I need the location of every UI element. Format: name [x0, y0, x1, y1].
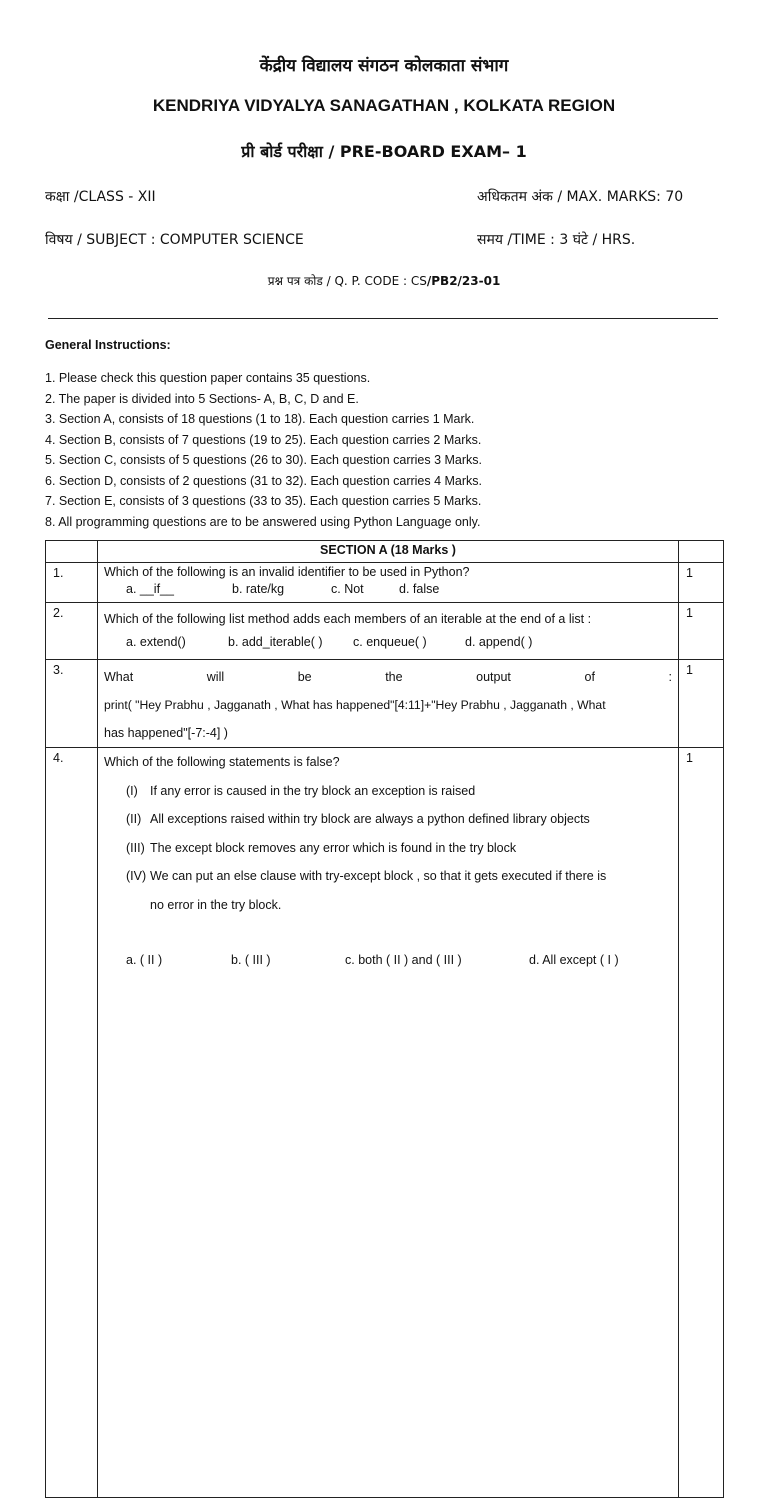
time-label: समय /TIME : 3 घंटे / HRS. [477, 232, 636, 248]
section-a-table [45, 540, 724, 1498]
statement-continuation: no error in the try block. [150, 897, 282, 912]
instruction-item: 8. All programming questions are to be answered using Python Language only. [45, 514, 481, 529]
school-title: KENDRIYA VIDYALYA SANAGATHAN , KOLKATA REGION [152, 96, 616, 115]
qp-code [0, 272, 768, 289]
class-label: कक्षा /CLASS - XII [45, 189, 156, 205]
question-text: Which of the following statements is false? [104, 755, 340, 769]
option-c: c. both ( II ) and ( III ) [345, 953, 462, 967]
question-number: 3. [46, 660, 98, 748]
instruction-item: 1. Please check this question paper contains 35 questions. [45, 371, 371, 385]
instruction-item: 3. Section A, consists of 18 questions (1 to 18). Each question carries 1 Mark. [45, 412, 475, 426]
question-row-4 [46, 748, 724, 1498]
question-number: 2. [46, 603, 98, 660]
hindi-title: केंद्रीय विद्यालय संगठन कोलकाता संभाग [259, 56, 509, 76]
question-marks: 1 [679, 660, 724, 748]
option-a: a. __if__ [126, 582, 174, 596]
question-options [104, 582, 672, 596]
question-options [104, 635, 672, 649]
question-marks: 1 [679, 603, 724, 660]
question-code-line: has happened"[-7:-4] ) [104, 726, 228, 740]
statement: (II) All exceptions raised within try block are always a python defined library objects [126, 812, 590, 826]
instructions-title: General Instructions: [45, 338, 171, 352]
question-number: 4. [46, 748, 98, 1498]
instruction-item: 7. Section E, consists of 3 questions (33 to 35). Each question carries 5 Marks. [45, 494, 482, 508]
section-a-heading: SECTION A (18 Marks ) [98, 541, 679, 563]
question-marks: 1 [679, 748, 724, 1498]
option-b: b. ( III ) [231, 953, 271, 967]
max-marks-label: अधिकतम अंक / MAX. MARKS: 70 [477, 189, 684, 205]
question-text: Which of the following list method adds each members of an iterable at the end of a list : [104, 612, 592, 626]
question-row-1 [46, 563, 724, 603]
instruction-item: 6. Section D, consists of 2 questions (31 to 32). Each question carries 4 Marks. [45, 473, 483, 488]
option-a: a. ( II ) [126, 953, 163, 967]
question-options [104, 946, 672, 975]
section-header-row [46, 541, 724, 563]
question-text: Which of the following is an invalid identifier to be used in Python? [104, 565, 470, 579]
option-d: d. All except ( I ) [529, 953, 619, 967]
question-body [98, 603, 679, 660]
option-c: c. Not [331, 582, 364, 596]
statement: (I) If any error is caused in the try block an exception is raised [126, 783, 476, 798]
question-text: What will be the output of : [104, 670, 672, 684]
instructions-list [45, 368, 482, 532]
question-body [98, 563, 679, 603]
option-a: a. extend() [126, 635, 186, 649]
question-body [98, 748, 679, 1498]
option-b: b. rate/kg [232, 582, 285, 596]
subject-label: विषय / SUBJECT : COMPUTER SCIENCE [45, 232, 304, 248]
instruction-item: 5. Section C, consists of 5 questions (26 to 30). Each question carries 3 Marks. [45, 453, 483, 467]
question-row-3 [46, 660, 724, 748]
question-code-line: print( "Hey Prabhu , Jagganath , What has happened"[4:11]+"Hey Prabhu , Jagganath , What [104, 698, 606, 712]
exam-title: प्री बोर्ड परीक्षा / PRE-BOARD EXAM– 1 [241, 142, 527, 161]
question-row-2 [46, 603, 724, 660]
question-number: 1. [46, 563, 98, 603]
instruction-item: 2. The paper is divided into 5 Sections- A, B, C, D and E. [45, 391, 359, 406]
statement: (III) The except block removes any error which is found in the try block [126, 840, 517, 855]
statement: (IV) We can put an else clause with try-except block , so that it gets executed if there is [126, 869, 607, 883]
question-marks: 1 [679, 563, 724, 603]
option-d: d. false [399, 582, 440, 596]
divider-line [48, 318, 718, 319]
question-body [98, 660, 679, 748]
qp-code-number: /PB2/23-01 [426, 274, 501, 288]
option-b: b. add_iterable( ) [228, 635, 323, 649]
qp-code-prefix: प्रश्न पत्र कोड / Q. P. CODE : CS [267, 274, 427, 288]
option-c: c. enqueue( ) [353, 635, 427, 649]
instruction-item: 4. Section B, consists of 7 questions (19 to 25). Each question carries 2 Marks. [45, 432, 482, 447]
option-d: d. append( ) [465, 635, 533, 649]
